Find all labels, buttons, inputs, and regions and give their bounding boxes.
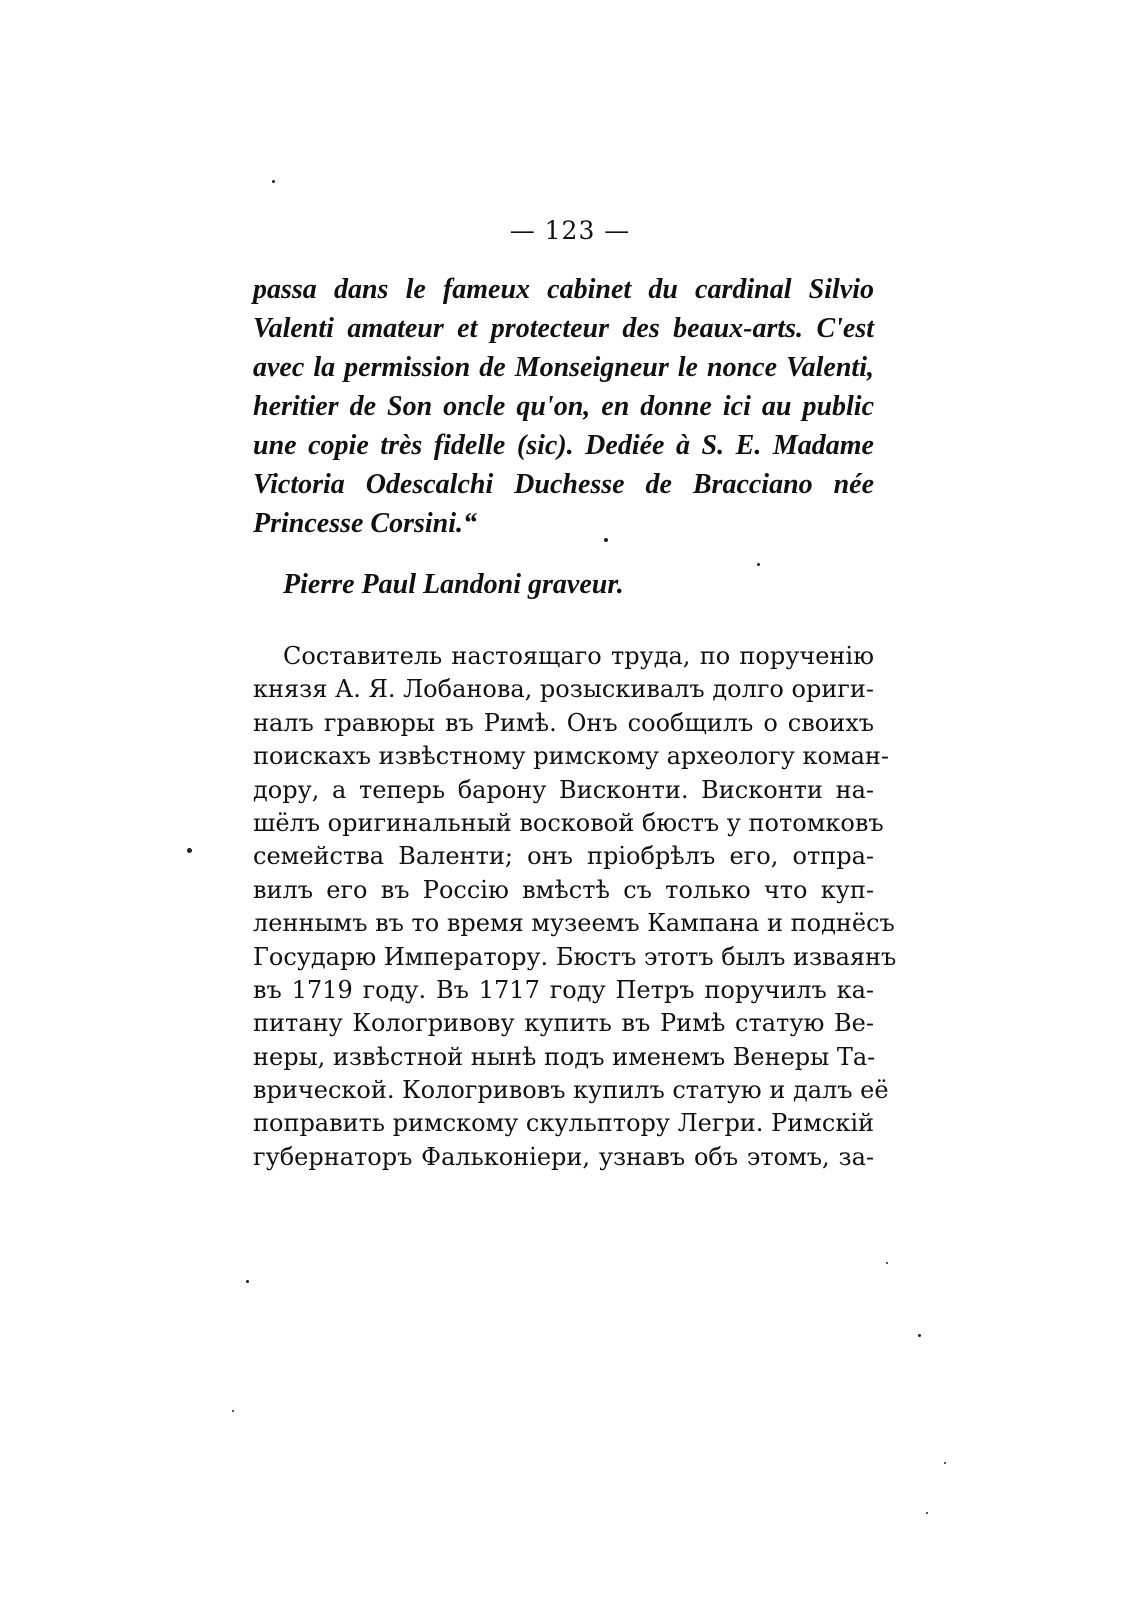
russian-line-9: леннымъ въ то время музеемъ Кампана и поднёсъ [253, 909, 895, 938]
russian-line-10: Государю Императору. Бюстъ этотъ былъ изваянъ [253, 942, 897, 971]
scan-speck [187, 848, 192, 853]
scan-speck [604, 538, 608, 542]
russian-line-5: дору, а теперь барону Висконти. Висконти на- [253, 775, 874, 804]
scan-speck [926, 1512, 928, 1514]
scan-speck [232, 1410, 234, 1412]
french-line-4: heritier de Son oncle qu'on, en donne ici au public [253, 391, 874, 422]
russian-line-13: неры, извѣстной нынѣ подъ именемъ Венеры Та- [253, 1042, 876, 1071]
russian-line-16: губернаторъ Фальконіери, узнавъ объ этомъ, за- [253, 1142, 874, 1171]
french-line-7: Princesse Corsini.“ [253, 508, 478, 539]
engraver-signature: Pierre Paul Landoni graveur. [283, 569, 624, 600]
french-line-1: passa dans le fameux cabinet du cardinal Silvio [253, 274, 874, 305]
russian-line-1: Составитель настоящаго труда, по порученію [283, 642, 874, 670]
page-number: — 123 — [509, 216, 631, 245]
french-line-3: avec la permission de Monseigneur le nonce Valenti, [253, 352, 874, 383]
russian-line-8: вилъ его въ Россію вмѣстѣ съ только что куп- [253, 875, 874, 904]
french-line-2: Valenti amateur et protecteur des beaux-arts. C'est [253, 313, 874, 344]
scan-speck [886, 1262, 888, 1264]
russian-line-11: въ 1719 году. Въ 1717 году Петръ поручилъ ка- [253, 975, 874, 1004]
scan-speck [757, 563, 760, 566]
russian-paragraph [253, 640, 897, 1174]
french-line-5: une copie très fidelle (sic). Dediée à S. E. Madame [253, 430, 874, 461]
russian-line-15: поправить римскому скульптору Легри. Римскій [253, 1109, 874, 1138]
russian-line-7: семейства Валенти; онъ пріобрѣлъ его, отпра- [253, 842, 874, 871]
russian-line-4: поискахъ извѣстному римскому археологу коман- [253, 742, 890, 771]
russian-line-2: князя А. Я. Лобанова, розыскивалъ долго ориги- [253, 675, 874, 704]
scan-speck [246, 1280, 249, 1283]
french-line-6: Victoria Odescalchi Duchesse de Bracciano née [253, 469, 874, 500]
scan-speck [944, 1462, 946, 1464]
russian-line-6: шёлъ оригинальный восковой бюстъ у потомковъ [253, 808, 884, 837]
french-quote [253, 270, 874, 543]
scan-speck [918, 1334, 921, 1337]
russian-line-12: питану Кологривову купить въ Римѣ статую Ве- [253, 1009, 874, 1038]
russian-line-3: налъ гравюры въ Римѣ. Онъ сообщилъ о своихъ [253, 708, 874, 737]
scan-speck [272, 180, 275, 183]
russian-line-14: врической. Кологривовъ купилъ статую и далъ её [253, 1076, 889, 1105]
